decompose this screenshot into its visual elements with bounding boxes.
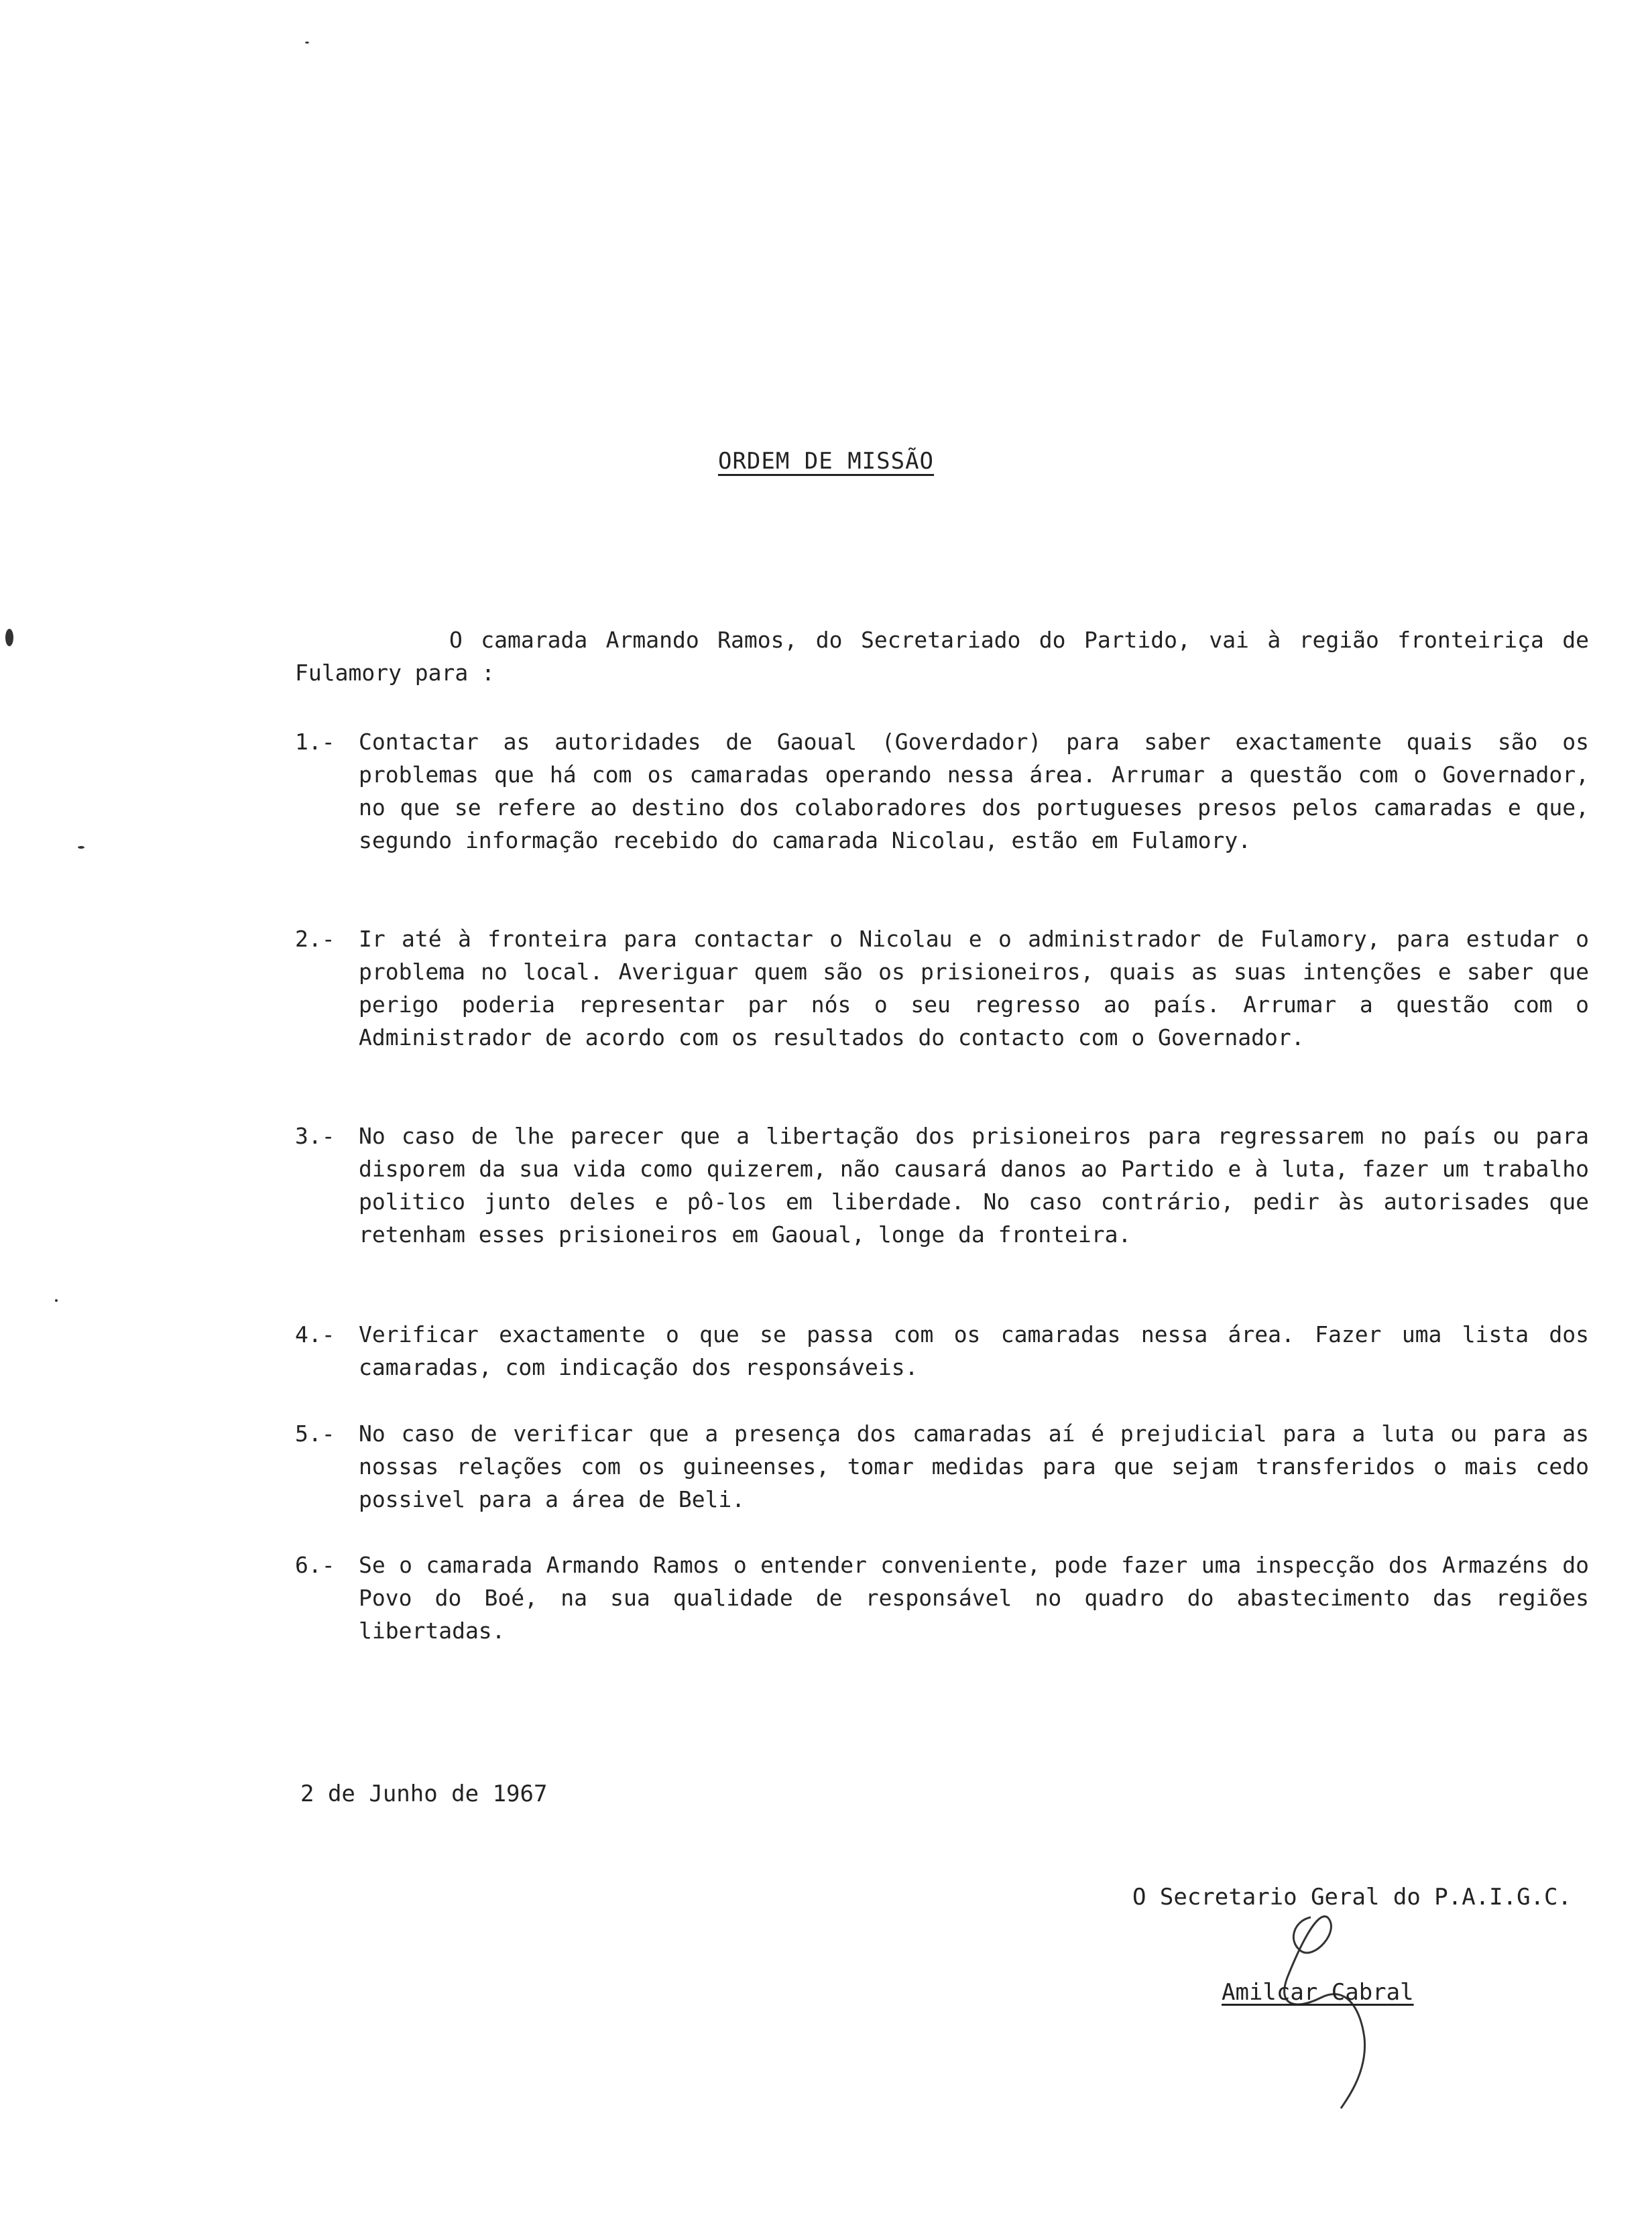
scan-speck (78, 846, 84, 849)
scan-speck (5, 629, 13, 646)
item-number: 4.- (295, 1321, 335, 1347)
item-number: 1.- (295, 729, 335, 755)
handwritten-signature-icon (1247, 1904, 1421, 2118)
list-item (295, 922, 1589, 1054)
item-number: 2.- (295, 926, 335, 952)
list-item (295, 1417, 1589, 1516)
item-text: Contactar as autoridades de Gaoual (Goverdador) para saber exactamente quais são os problemas que há com os camaradas operando nessa área. Arrumar a questão com o Governador, no que se refere ao destino dos colaboradores dos portugueses presos pelos camaradas e que, segundo informação recebido do camarada Nicolau, estão em Fulamory. (359, 729, 1589, 853)
item-number: 6.- (295, 1552, 335, 1578)
scan-speck (305, 42, 309, 44)
item-number: 5.- (295, 1421, 335, 1447)
scan-speck (55, 1299, 58, 1302)
signatory-title: O Secretario Geral do P.A.I.G.C. (1132, 1884, 1572, 1911)
intro-paragraph: O camarada Armando Ramos, do Secretariado do Partido, vai à região fronteiriça de Fulamory para : (295, 627, 1589, 686)
document-date: 2 de Junho de 1967 (300, 1781, 548, 1807)
item-number: 3.- (295, 1123, 335, 1149)
list-item (295, 1120, 1589, 1251)
document-title: ORDEM DE MISSÃO (717, 448, 935, 475)
item-text: No caso de verificar que a presença dos camaradas aí é prejudicial para a luta ou para as nossas relações com os guineenses, tomar medidas para que sejam transferidos o mais cedo possivel para a área de Beli. (359, 1421, 1589, 1512)
item-text: No caso de lhe parecer que a libertação dos prisioneiros para regressarem no país ou para disporem da sua vida como quizerem, não causará danos ao Partido e à luta, fazer um trabalho politico junto deles e pô-los em liberdade. No caso contrário, pedir às autorisades que retenham esses prisioneiros em Gaoual, longe da fronteira. (359, 1123, 1589, 1248)
item-text: Verificar exactamente o que se passa com os camaradas nessa área. Fazer uma lista dos camaradas, com indicação dos responsáveis. (359, 1321, 1589, 1380)
item-text: Se o camarada Armando Ramos o entender conveniente, pode fazer uma inspecção dos Armazéns do Povo do Boé, na sua qualidade de responsável no quadro do abastecimento das regiões libertadas. (359, 1552, 1589, 1644)
list-item (295, 1318, 1589, 1384)
item-text: Ir até à fronteira para contactar o Nicolau e o administrador de Fulamory, para estudar o problema no local. Averiguar quem são os prisioneiros, quais as suas intenções e saber que perigo poderia representar par nós o seu regresso ao país. Arrumar a questão com o Administrador de acordo com os resultados do contacto com o Governador. (359, 926, 1589, 1050)
list-item (295, 1549, 1589, 1647)
list-item (295, 725, 1589, 857)
signatory-name: Amilcar Cabral (1222, 1979, 1414, 2006)
